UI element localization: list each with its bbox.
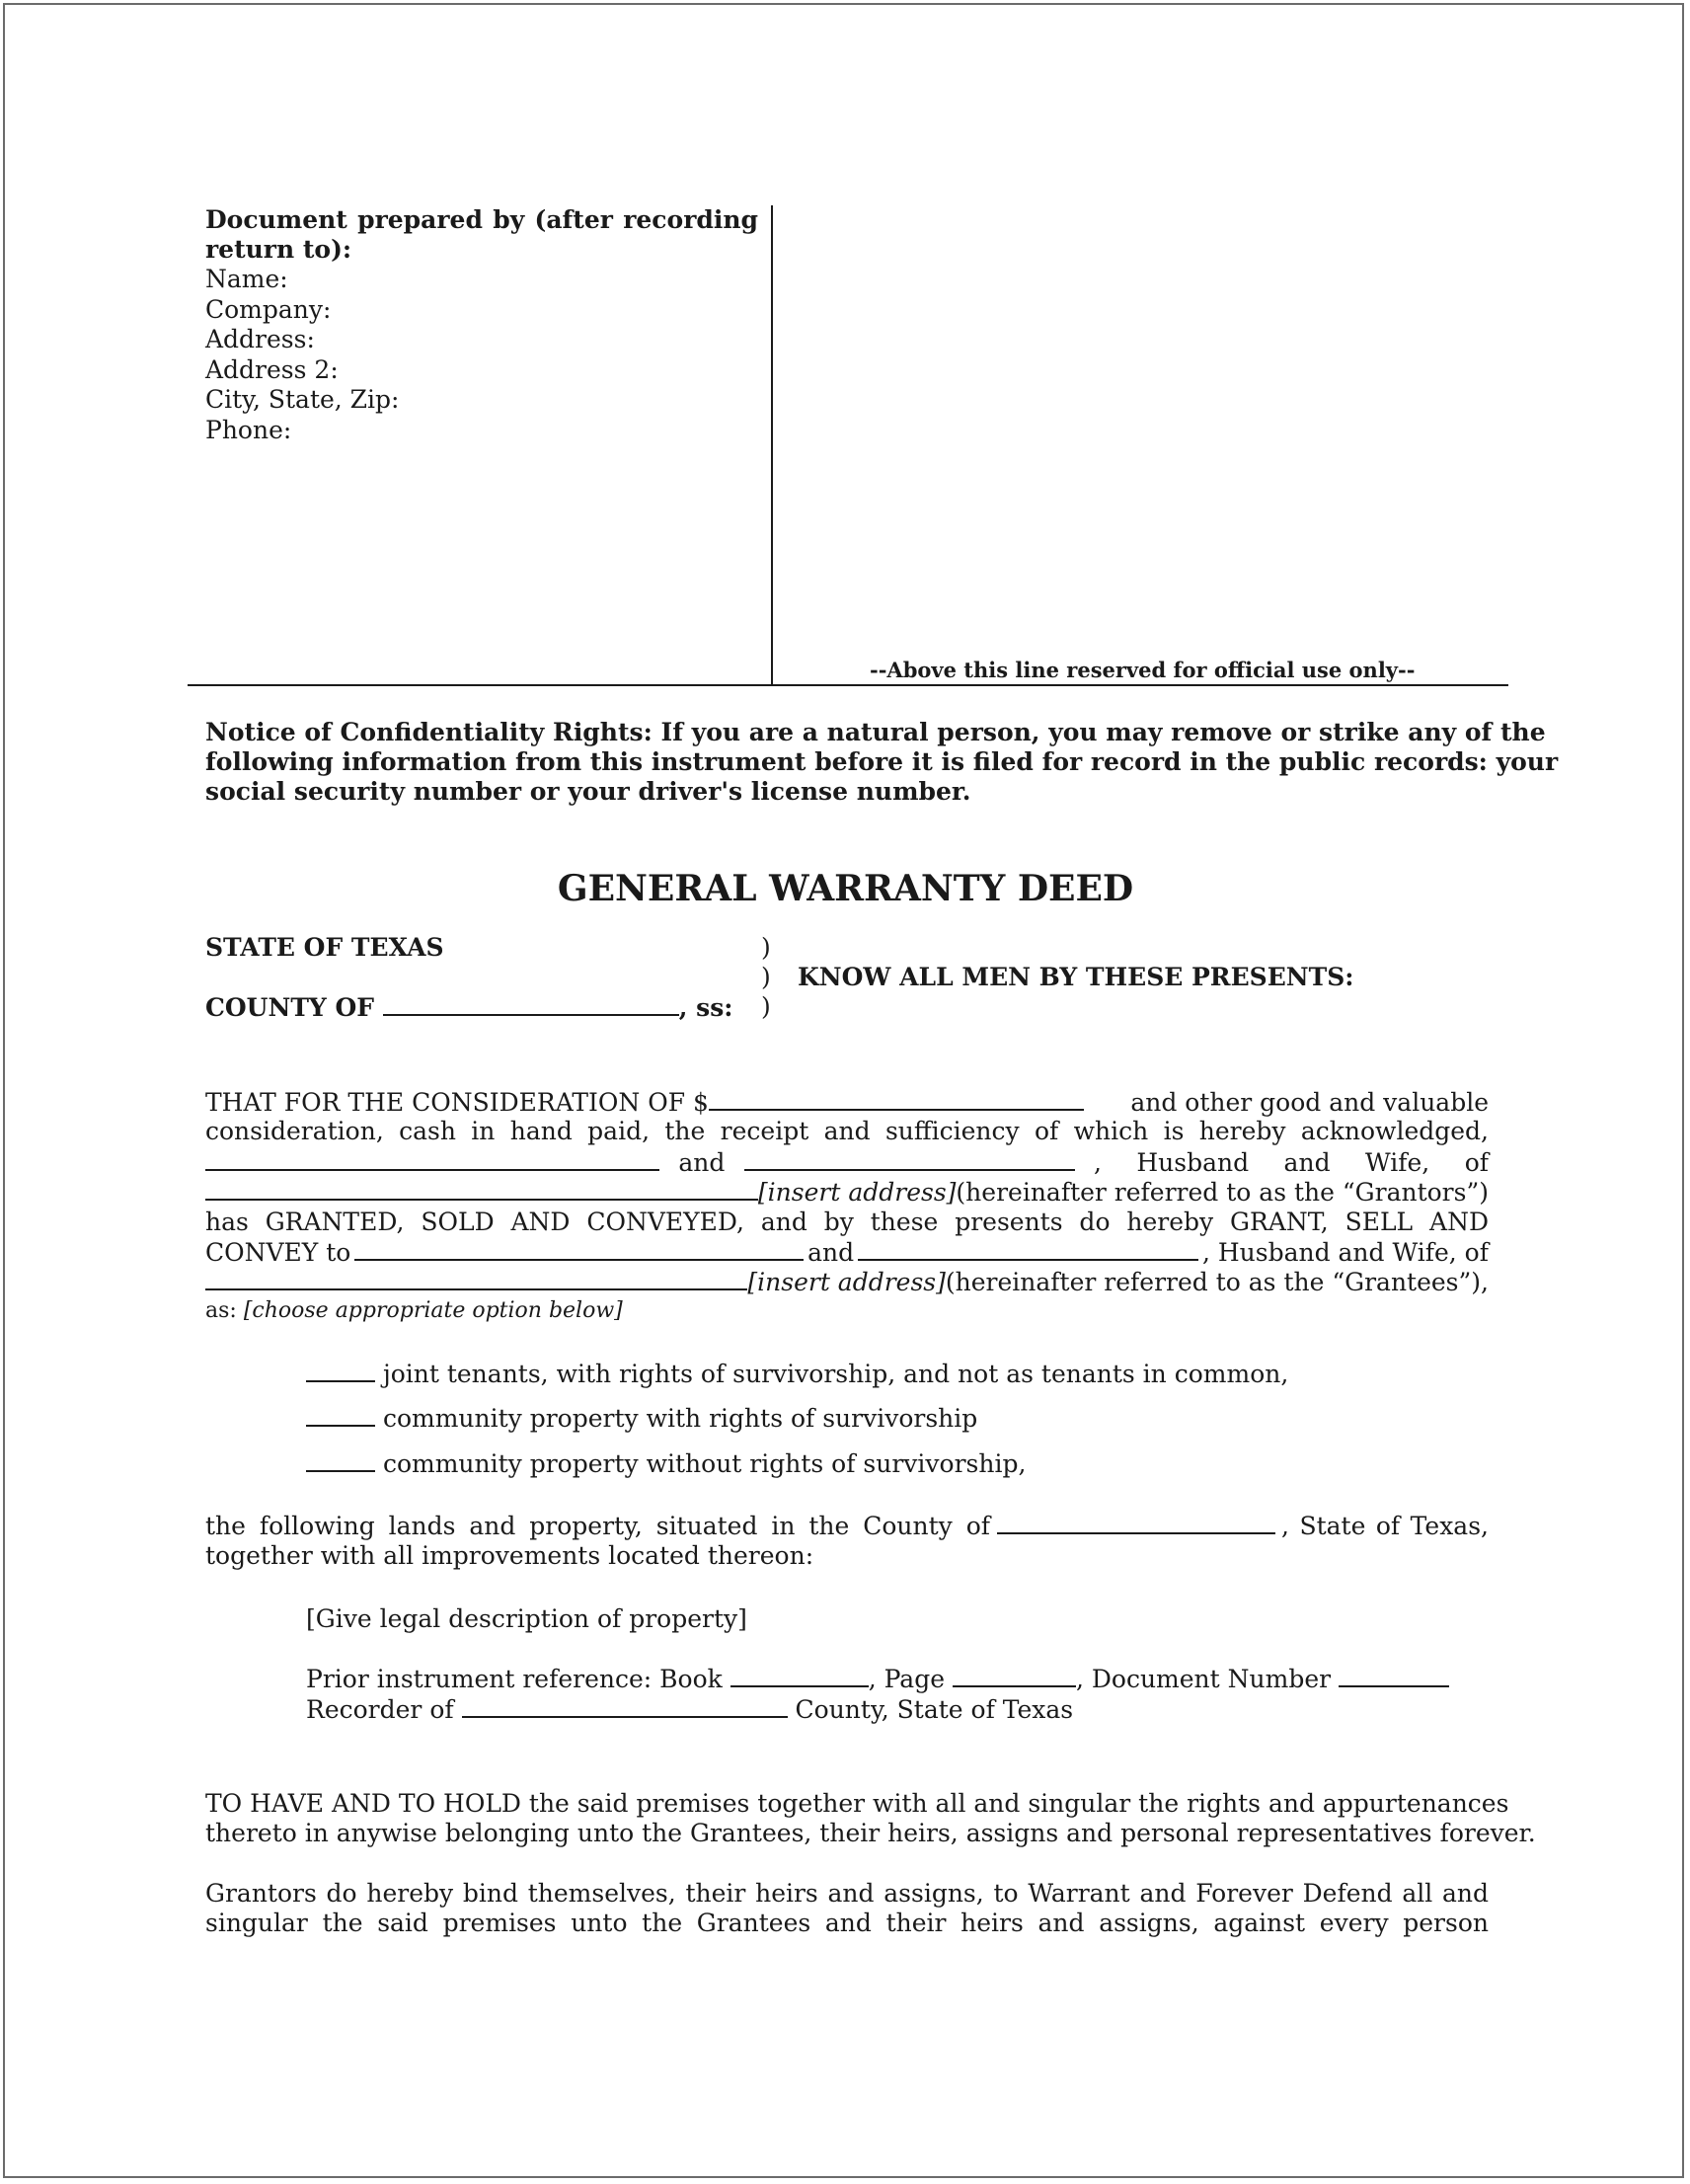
venue-paren-2: )	[761, 963, 771, 991]
ss-label: , ss:	[678, 993, 733, 1022]
legal-description-placeholder: [Give legal description of property]	[306, 1604, 747, 1633]
document-title: GENERAL WARRANTY DEED	[557, 868, 1134, 909]
grantee-address-blank[interactable]	[205, 1267, 747, 1290]
grantor-address-blank[interactable]	[205, 1177, 758, 1201]
habendum-line-2: thereto in anywise belonging unto the Grantees, their heirs, assigns and personal representatives forever.	[205, 1819, 1536, 1847]
warranty-line-1: Grantors do hereby bind themselves, their heirs and assigns, to Warrant and Forever Defend all and	[205, 1879, 1489, 1908]
prior-book-blank[interactable]	[730, 1664, 869, 1687]
property-county-blank[interactable]	[997, 1511, 1275, 1534]
county-of-label: COUNTY OF	[205, 993, 375, 1022]
consideration-line-4: [insert address] (hereinafter referred to as the “Grantors”)	[205, 1177, 1489, 1208]
venue-paren-3: )	[761, 992, 771, 1021]
option-community-without-survivorship: community property without rights of survivorship,	[306, 1448, 1026, 1479]
grantee-1-blank[interactable]	[354, 1237, 804, 1261]
know-all-men: KNOW ALL MEN BY THESE PRESENTS:	[798, 963, 1354, 991]
consideration-line-1: THAT FOR THE CONSIDERATION OF $ and other good and valuable	[205, 1088, 1489, 1117]
prior-document-number-blank[interactable]	[1339, 1664, 1449, 1687]
grantee-2-blank[interactable]	[858, 1237, 1198, 1261]
consideration-line-2: consideration, cash in hand paid, the receipt and sufficiency of which is hereby acknowledged,	[205, 1117, 1489, 1145]
property-line-1: the following lands and property, situated in the County of , State of Texas,	[205, 1512, 1489, 1540]
grantor-2-blank[interactable]	[744, 1147, 1075, 1171]
consideration-line-6: CONVEY to and , Husband and Wife, of	[205, 1238, 1489, 1267]
notice-line-2: following information from this instrument before it is filed for record in the public records: your	[205, 747, 1559, 776]
prior-instrument-line: Prior instrument reference: Book , Page , Document Number	[306, 1664, 1449, 1694]
notice-line-1: Notice of Confidentiality Rights: If you are a natural person, you may remove or strike any of the	[205, 718, 1546, 746]
field-phone-label: Phone:	[205, 416, 292, 444]
field-address-label: Address:	[205, 325, 315, 353]
habendum-line-1: TO HAVE AND TO HOLD the said premises together with all and singular the rights and appurtenances	[205, 1789, 1509, 1818]
consideration-line-3: and , Husband and Wife, of	[205, 1147, 1489, 1178]
consideration-line-5: has GRANTED, SOLD AND CONVEYED, and by these presents do hereby GRANT, SELL AND	[205, 1208, 1489, 1236]
field-city-state-zip-label: City, State, Zip:	[205, 385, 400, 414]
option-joint-tenants: joint tenants, with rights of survivorship, and not as tenants in common,	[306, 1359, 1288, 1389]
grantor-1-blank[interactable]	[205, 1147, 659, 1171]
recorder-county-blank[interactable]	[462, 1694, 788, 1718]
warranty-line-2: singular the said premises unto the Grantees and their heirs and assigns, against every person	[205, 1909, 1489, 1937]
consideration-line-8: as: [choose appropriate option below]	[205, 1298, 623, 1323]
option-community-with-blank[interactable]	[306, 1403, 375, 1427]
official-use-note: --Above this line reserved for official use only--	[870, 658, 1416, 682]
official-use-divider	[188, 684, 1508, 686]
option-community-without-blank[interactable]	[306, 1448, 375, 1472]
option-joint-tenants-blank[interactable]	[306, 1359, 375, 1382]
state-of-texas: STATE OF TEXAS	[205, 933, 444, 962]
consideration-amount-blank[interactable]	[709, 1087, 1084, 1111]
venue-paren-1: )	[761, 933, 771, 962]
field-company-label: Company:	[205, 295, 332, 324]
property-line-2: together with all improvements located thereon:	[205, 1541, 814, 1570]
recorder-line: Recorder of County, State of Texas	[306, 1695, 1074, 1724]
prepared-by-line-1: Document prepared by (after recording	[205, 205, 758, 234]
consideration-line-7: [insert address] (hereinafter referred to as the “Grantees”),	[205, 1267, 1489, 1297]
notice-line-3: social security number or your driver's license number.	[205, 777, 971, 806]
prior-page-blank[interactable]	[953, 1664, 1076, 1687]
county-blank[interactable]	[383, 992, 679, 1016]
field-name-label: Name:	[205, 265, 288, 293]
field-address2-label: Address 2:	[205, 355, 339, 384]
option-community-with-survivorship: community property with rights of survivorship	[306, 1403, 977, 1434]
county-of-line	[205, 992, 733, 1023]
header-vertical-divider	[771, 205, 773, 686]
prepared-by-line-2: return to):	[205, 235, 352, 264]
document-page	[3, 3, 1684, 2178]
